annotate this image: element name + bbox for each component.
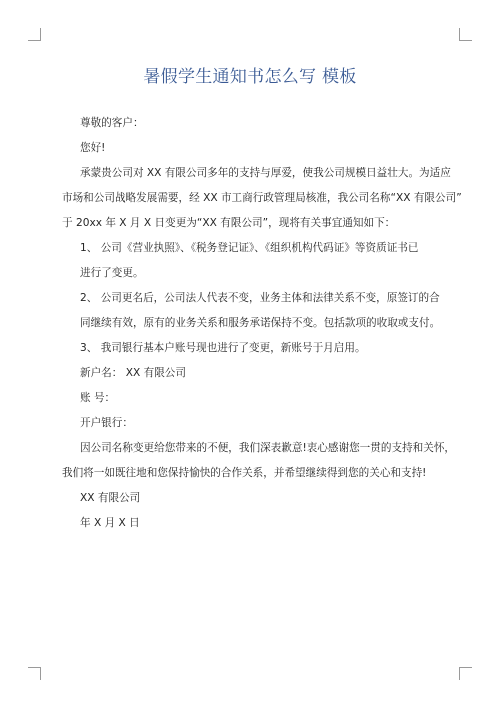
- crop-mark-top-right: [459, 28, 472, 41]
- crop-mark-bottom-left: [28, 667, 41, 680]
- document-title: 暑假学生通知书怎么写 模板: [143, 67, 357, 87]
- account-number: 账 号：: [80, 392, 116, 404]
- closing-line: 因公司名称变更给您带来的不便，我们深表歉意!衷心感谢您一贯的支持和关怀，: [80, 442, 456, 454]
- new-account-name: 新户名： XX 有限公司: [80, 367, 186, 379]
- list-item-1-continued: 进行了变更。: [80, 267, 144, 279]
- opening-bank: 开户银行：: [80, 417, 133, 429]
- closing-line-continued: 我们将一如既往地和您保持愉快的合作关系，并希望继续得到您的关心和支持!: [62, 467, 427, 479]
- paragraph-line: 承蒙贵公司对 XX 有限公司多年的支持与厚爱，使我公司规模日益壮大。为适应: [80, 167, 451, 179]
- crop-mark-top-left: [28, 28, 41, 41]
- list-item-2: 2、 公司更名后，公司法人代表不变，业务主体和法律关系不变，原签订的合: [80, 292, 440, 304]
- signature-date: 年 X 月 X 日: [80, 517, 140, 529]
- crop-mark-bottom-right: [459, 667, 472, 680]
- signature-company: XX 有限公司: [80, 492, 141, 504]
- list-item-2-continued: 同继续有效，原有的业务关系和服务承诺保持不变。包括款项的收取或支付。: [80, 317, 441, 329]
- paragraph-line: 于 20xx 年 X 月 X 日变更为“XX 有限公司”，现将有关事宜通知如下：: [62, 217, 396, 229]
- greeting: 您好!: [80, 142, 106, 154]
- paragraph-line: 市场和公司战略发展需要，经 XX 市工商行政管理局核准，我公司名称“XX 有限公司”: [62, 192, 462, 204]
- salutation: 尊敬的客户：: [80, 117, 144, 129]
- list-item-3: 3、 我司银行基本户账号现也进行了变更，新账号于月启用。: [80, 342, 366, 354]
- list-item-1: 1、 公司《营业执照》、《税务登记证》、《组织机构代码证》等资质证书已: [80, 242, 419, 254]
